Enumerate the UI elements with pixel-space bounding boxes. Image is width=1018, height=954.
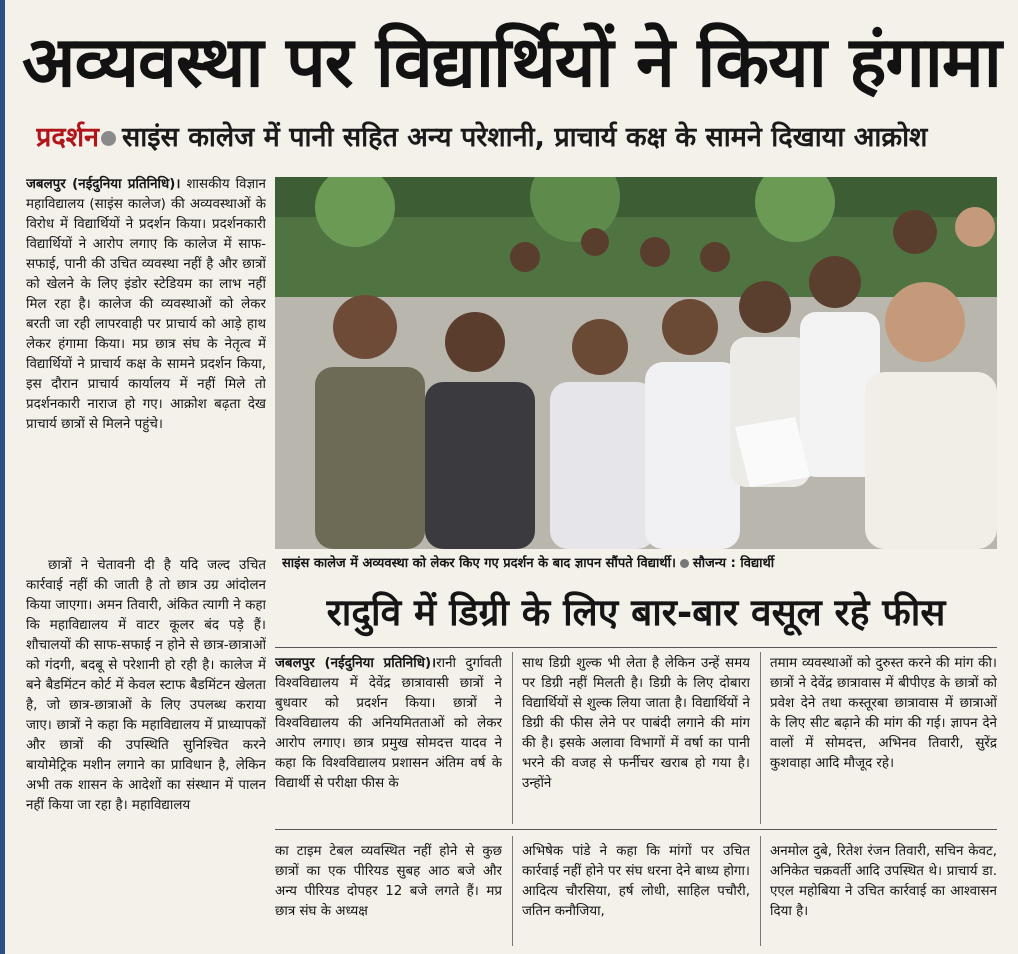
- divider-line: [275, 647, 997, 648]
- story1-col4-text: का टाइम टेबल व्यवस्थित नहीं होने से कुछ छात्रों का एक पीरियड सुबह आठ बजे और अन्य पीरियड दोपहर 12 बजे लगते हैं। मप्र छात्र संघ के अध्यक्ष: [275, 844, 502, 919]
- story2-col1-text: रानी दुर्गावती विश्वविद्यालय में देवेंद्र छात्रावासी छात्रों ने बुधवार को प्रदर्शन किया। छात्रों ने विश्वविद्यालय की अनियमितताओं को लेकर आरोप लगाए। छात्र प्रमुख सोमदत्त यादव ने कहा कि विश्वविद्यालय प्रशासन अंतिम वर्ष के विद्यार्थी से परीक्षा फीस के: [275, 656, 502, 791]
- story2-col3-text: तमाम व्यवस्थाओं को दुरुस्त करने की मांग की। छात्रों ने देवेंद्र छात्रावास में बीपीएड के छात्रों को प्रवेश देने तथा कस्तूरबा छात्रावास में छात्राओं के लिए सीट बढ़ाने की मांग की गई। ज्ञापन देने वालों में सोमदत्त, अभिनव तिवारी, सुरेंद्र कुशवाहा आदि मौजूद रहे।: [770, 656, 997, 771]
- story1-continuation-1: [275, 842, 502, 942]
- story1-column-top: [26, 175, 266, 553]
- photo-caption: [282, 553, 997, 575]
- bullet-dot-icon: [101, 131, 116, 146]
- story1-para2: छात्रों ने चेतावनी दी है यदि जल्द उचित कार्रवाई नहीं की जाती है तो छात्र उग्र आंदोलन किया जाएगा। अमन तिवारी, अंकित त्यागी ने कहा कि महाविद्यालय में वाटर कूलर बंद पड़े हैं। शौचालयों की साफ-सफाई न होने से छात्र-छात्राओं को गंदगी, बदबू से परेशानी हो रही है। कालेज में बने बैडमिंटन कोर्ट में केवल स्टाफ बैडमिंटन खेलता है, जो छात्र-छात्राओं के लिए उपलब्ध कराया जाए। छात्रों ने कहा कि महाविद्यालय में प्राध्यापकों और छात्रों की उपस्थिति सुनिश्चित करने बायोमेट्रिक मशीन लगाने का प्राविधान है, लेकिन अभी तक शासन के आदेशों का संस्थान में पालन नहीं किया जा रहा है। महाविद्यालय: [26, 558, 266, 813]
- story1-dateline: जबलपुर (नईदुनिया प्रतिनिधि)।: [26, 177, 181, 192]
- column-divider: [760, 836, 761, 946]
- subhead-kicker: प्रदर्शन: [36, 122, 100, 153]
- photo-credit: सौजन्य : विद्यार्थी: [692, 556, 775, 571]
- news-photo: [275, 177, 997, 549]
- story1-col6-text: अनमोल दुबे, रितेश रंजन तिवारी, सचिन केवट, अनिकेत चक्रवर्ती आदि उपस्थित थे। प्राचार्य डा. एएल महोबिया ने उचित कार्रवाई का आश्वासन दिया है।: [770, 844, 997, 919]
- story2-dateline: जबलपुर (नईदुनिया प्रतिनिधि)।: [275, 656, 437, 671]
- photo-caption-text: साइंस कालेज में अव्यवस्था को लेकर किए गए प्रदर्शन के बाद ज्ञापन सौंपते विद्यार्थी।: [282, 556, 676, 571]
- story2-column-3: [770, 654, 997, 822]
- story1-para1: शासकीय विज्ञान महाविद्यालय (साइंस कालेज) की अव्यवस्थाओं के विरोध में विद्यार्थियों ने प्रदर्शन किया। प्रदर्शनकारी विद्यार्थियों ने आरोप लगाए कि कालेज में साफ-सफाई, पानी की उचित व्यवस्था नहीं है और छात्रों को खेलने के लिए इंडोर स्टेडियम का लाभ नहीं मिल रहा है। कालेज की व्यवस्थाओं को लेकर बरती जा रही लापरवाही पर प्राचार्य को आड़े हाथ लेकर हंगामा किया। मप्र छात्र संघ के नेतृत्व में विद्यार्थियों ने प्राचार्य कक्ष के सामने प्रदर्शन किया, इस दौरान प्राचार्य कार्यालय में नहीं मिले तो प्रदर्शनकारी नाराज हो गए। आक्रोश बढ़ता देख प्राचार्य छात्रों से मिलने पहुंचे।: [26, 177, 266, 432]
- column-divider: [760, 652, 761, 824]
- subhead-text: साइंस कालेज में पानी सहित अन्य परेशानी, प्राचार्य कक्ष के सामने दिखाया आक्रोश: [122, 122, 928, 153]
- story1-col5-text: अभिषेक पांडे ने कहा कि मांगों पर उचित कार्रवाई नहीं होने पर संघ धरना देने बाध्य होगा। आदित्य चौरसिया, हर्ष लोधी, साहिल पचौरी, जतिन कनौजिया,: [522, 844, 750, 919]
- story1-continuation-3: [770, 842, 997, 942]
- column-divider: [512, 836, 513, 946]
- story1-column-bottom: [26, 556, 266, 942]
- divider-line: [275, 829, 997, 830]
- story1-continuation-2: [522, 842, 750, 942]
- story2-column-2: [522, 654, 750, 822]
- story2-col2-text: साथ डिग्री शुल्क भी लेता है लेकिन उन्हें समय पर डिग्री नहीं मिलती है। डिग्री के लिए दोबारा विद्यार्थियों से शुल्क लिया जाता है। विद्यार्थियों ने डिग्री की फीस लेने पर पाबंदी लगाने की मांग की है। इसके अलावा विभागों में वर्षा का पानी भरने की वजह से फर्नीचर खराब हो गया है। उन्होंने: [522, 656, 750, 791]
- story2-column-1: [275, 654, 502, 822]
- caption-bullet-icon: [680, 559, 689, 568]
- story2-headline: रादुवि में डिग्री के लिए बार-बार वसूल रहे फीस: [326, 591, 946, 634]
- column-divider: [512, 652, 513, 824]
- subheadline: [36, 116, 1008, 160]
- main-headline: अव्यवस्था पर विद्यार्थियों ने किया हंगामा: [22, 21, 1001, 103]
- page-edge-strip: [0, 0, 5, 954]
